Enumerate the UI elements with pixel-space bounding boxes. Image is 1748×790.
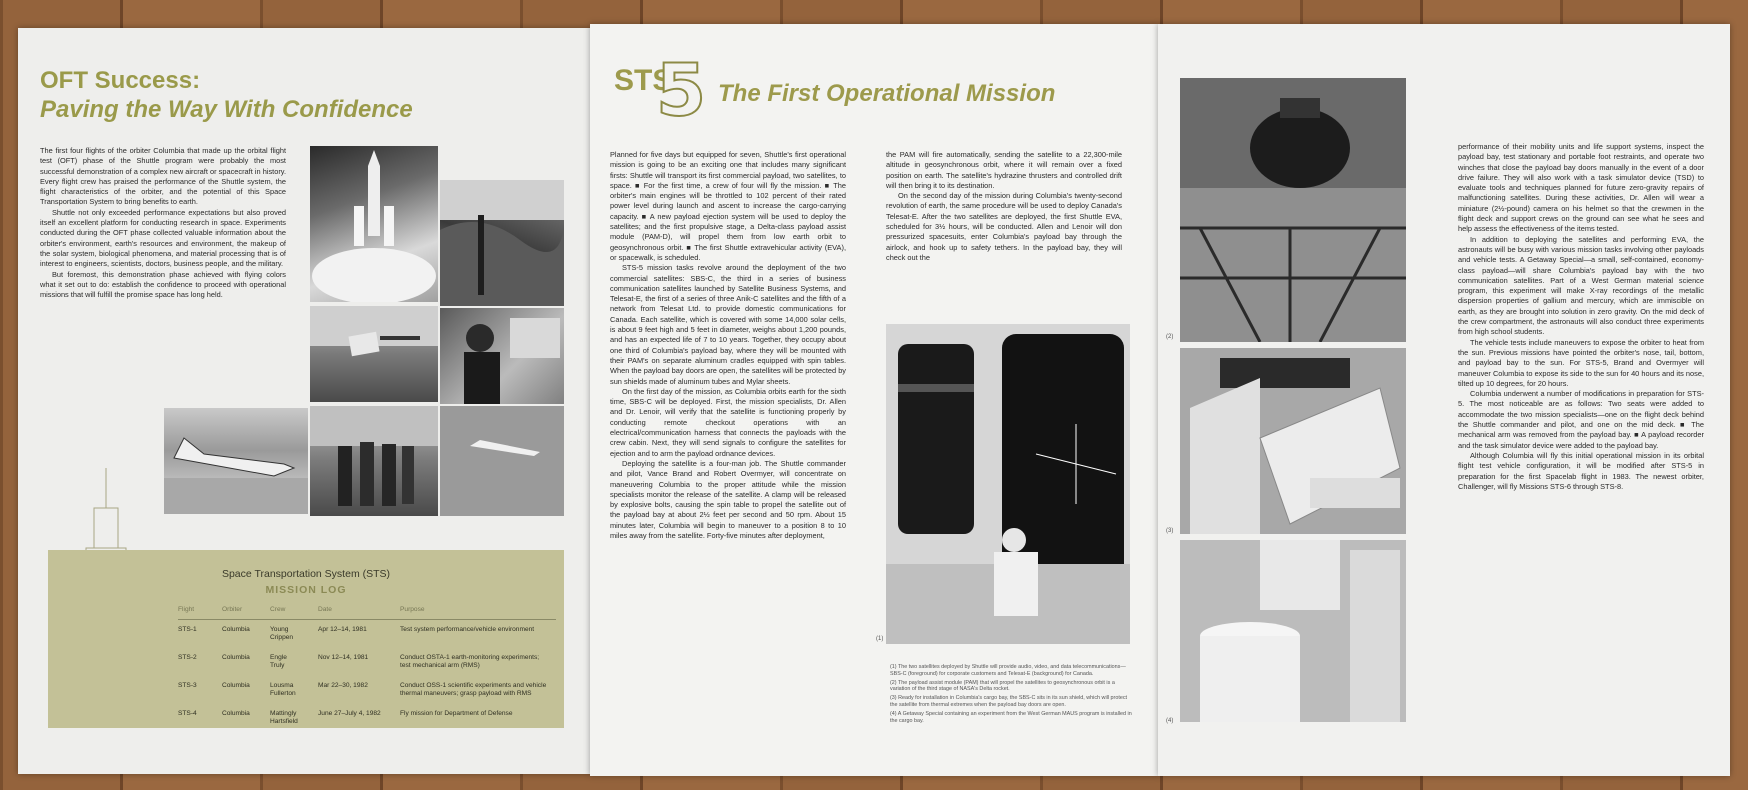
mission-log-title: Space Transportation System (STS) bbox=[221, 568, 391, 580]
mission-log-table bbox=[178, 606, 556, 732]
paragraph: performance of their mobility units and life support systems, inspect the payload bay, test stationary and portable foot restraints, and operate two winches that close the payload bay doors manually in the event of a door drive failure. They will also work with a task simulator device (TSD) to evaluate tools and techniques planned for future zero-gravity repairs of malfunctioning satellites. During these activities, Dr. Allen will wear a miniature (2½-pound) camera on his helmet so that the crewmen in the flight deck and support crews on the ground can see what he sees and help assess the effectiveness of the items tested. bbox=[1458, 142, 1704, 234]
page-title: The First Operational Mission bbox=[718, 80, 1056, 107]
mission-log-box bbox=[48, 550, 564, 728]
column-header: Date bbox=[318, 606, 400, 620]
column-header: Crew bbox=[270, 606, 318, 620]
caption: (3) Ready for installation in Columbia's cargo bay, the SBS-C sits in its sun shield, which will protect the satellite from thermal extremes when the payload bay doors are open. bbox=[890, 695, 1128, 708]
satellites-photo bbox=[886, 324, 1130, 644]
right-page bbox=[1158, 24, 1730, 776]
paragraph: But foremost, this demonstration phase achieved with flying colors what it set out to do: establish the confidence to proceed with operational missions that will fulfill the promise space has long held. bbox=[40, 269, 286, 300]
paragraph: The first four flights of the orbiter Columbia that made up the orbital flight test (OFT) phase of the Shuttle program were probably the most successful demonstration of a complex new aircraft or spacecraft in history. Every flight crew has praised the performance of the Shuttle system, the flight characteristics of the orbiter, and the potential of this Space Transportation System to bring benefits to earth. bbox=[40, 146, 286, 207]
column-header: Purpose bbox=[400, 606, 556, 620]
paragraph: On the first day of the mission, as Columbia orbits earth for the sixth time, SBS-C will be deployed. First, the mission specialists, Dr. Allen and Dr. Lenoir, will verify that the satellite is functioning properly by conducting remote checkout operations with an electrical/communication harness that connects the payloads with the crew cabin. Next, they will send signals to configure the satellites for ejection and to arm the payload ordnance devices. bbox=[610, 386, 846, 458]
sts5-header bbox=[614, 48, 1144, 134]
caption: (4) A Getaway Special containing an experiment from the West German MAUS program is installed in the cargo bay. bbox=[890, 710, 1132, 724]
page-title: OFT Success: Paving the Way With Confidence bbox=[40, 67, 413, 123]
paragraph: Although Columbia will fly this initial operational mission in its orbital flight test vehicle configuration, it will be modified after STS-5 in preparation for the first Spacelab flight in 1983. The newest orbiter, Challenger, will fly Missions STS-6 through STS-8. bbox=[1458, 450, 1704, 491]
orbiter-flight-photo bbox=[440, 406, 564, 516]
paragraph: On the second day of the mission during Columbia's twenty-second revolution of earth, the same procedure will be used to deploy Canada's Telesat-E. After the two satellites are deployed, the first Shuttle EVA, scheduled for 3½ hours, will be conducted. Allen and Lenoir will don pressurized spacesuits, enter Columbia's payload bay through the airlock, and hook up to safety tethers. In the payload bay, they will check out the bbox=[886, 191, 1122, 262]
mission-number: 5 bbox=[656, 48, 707, 132]
middle-page bbox=[590, 24, 1158, 776]
paragraph: Planned for five days but equipped for seven, Shuttle's first operational mission is going to be an exciting one that includes many significant firsts: Shuttle will transport its first commercial payload, two satellites, to space. ■ For the first time, a crew of four will fly the mission. ■ The orbiter's main engines will be throttled to 102 percent of their rated power level during launch and ascent to increase the cargo-carrying capacity. ■ A new payload ejection system will be used to deploy the satellites; and the first propulsive stage, a Delta-class payload assist module (PAM-D), will propel them from low earth orbit to geosynchronous orbit. ■ The first Shuttle extravehicular activity (EVA), or spacewalk, is scheduled. bbox=[610, 150, 846, 262]
mission-log-subtitle: MISSION LOG bbox=[265, 584, 347, 596]
left-page bbox=[18, 28, 590, 774]
table-row: STS-4 Columbia Mattingly Hartsfield June 27–July 4, 1982 Fly mission for Department of Defense bbox=[178, 710, 513, 725]
intro-text bbox=[40, 146, 286, 300]
photo-label: (3) bbox=[1166, 528, 1174, 534]
paragraph: STS-5 mission tasks revolve around the deployment of the two commercial satellites: SBS-C, the third in a series of business communication satellites launched by Satellite Business Systems, and Telesat-E, the first of a series of three Anik-C satellites and the fifth of a network from Telesat Ltd. to provide domestic communications for Canada. Each satellite, which is covered with some 14,000 solar cells, is about 9 feet high and 5 feet in diameter, weighs about 1,200 pounds, and has an expected life of 7 to 10 years. Together, they occupy about one third of Columbia's payload bay, where they will be mounted with their PAM's on separate aluminum cradles equipped with spin tables. When the payload bay doors are open, the satellites will be protected by sun shields made of aluminum tubes and Mylar sheets. bbox=[610, 263, 846, 386]
shuttle-landing-photo bbox=[164, 408, 308, 514]
sun-shield-photo bbox=[1180, 348, 1406, 534]
crew-group-photo bbox=[310, 406, 438, 516]
photo-label: (4) bbox=[1166, 718, 1174, 724]
pam-module-photo bbox=[1180, 78, 1406, 342]
body-column-3 bbox=[1458, 142, 1704, 492]
table-row: STS-3 Columbia Lousma Fullerton Mar 22–30, 1982 Conduct OSS-1 scientific experiments and vehicle thermal maneuvers; grasp payload with RMS bbox=[178, 682, 547, 697]
paragraph: In addition to deploying the satellites and performing EVA, the astronauts will be busy with various mission tasks involving other payloads and vehicle tests. A Getaway Special—a small, self-contained, economy-class payload—will share Columbia's payload bay with the two communication satellites. Part of a West German material science program, this experiment will make X-ray recordings of the metallic dispersion properties of gallium and mercury, which are immiscible on earth, as they are brought into solution in zero gravity. On the mid deck of the crew compartment, the astronauts will also conduct three experiments from high school students. bbox=[1458, 234, 1704, 337]
photo-captions bbox=[890, 664, 1134, 726]
paragraph: the PAM will fire automatically, sending the satellite to a 22,300-mile altitude in geosynchronous orbit, where it will remain over a fixed position on earth. The satellite's hydrazine thrusters and controlled drift will then bring it to its destination. bbox=[886, 150, 1122, 190]
body-column-2 bbox=[886, 150, 1122, 263]
photo-label: (1) bbox=[876, 636, 884, 642]
column-header: Orbiter bbox=[222, 606, 270, 620]
caption: (1) The two satellites deployed by Shuttle will provide audio, video, and data telecommunications—SBS-C (foreground) for corporate customers and Telesat-E (background) for Canada. bbox=[890, 664, 1126, 677]
orbiter-in-space-photo bbox=[310, 306, 438, 402]
orbiter-landing-photo bbox=[440, 180, 564, 306]
column-header: Flight bbox=[178, 606, 222, 620]
paragraph: Shuttle not only exceeded performance expectations but also proved itself an excellent platform for conducting research in space. Experiments conducted during the OFT phase collected valuable information about the orbiter's environment, earth's resources and environment, the makeup of the solar system, biological phenomena, and material processing that is of interest to engineers, scientists, doctors, business people, and the military. bbox=[40, 207, 286, 269]
caption: (2) The payload assist module (PAM) that will propel the satellites to geosynchronous orbit is a variation of the third stage of NASA's Delta rocket. bbox=[890, 679, 1115, 693]
crew-cockpit-photo bbox=[440, 308, 564, 404]
paragraph: Columbia underwent a number of modifications in preparation for STS-5. The most noticeable are as follows: Two seats were added to accommodate the two mission specialists—one on the flight deck behind the Shuttle commander and pilot, and one on the mid deck. ■ The mechanical arm was removed from the payload bay. ■ A payload recorder and the task simulator device were added to the payload bay. bbox=[1458, 389, 1704, 450]
photo-label: (2) bbox=[1166, 334, 1174, 340]
paragraph: Deploying the satellite is a four-man job. The Shuttle commander and pilot, Vance Brand and Robert Overmyer, will concentrate on maneuvering Columbia to the proper attitude while the mission specialists monitor the release of the satellite. A clamp will be released by explosive bolts, causing the spin table to propel the satellite out of the payload bay at about 2½ feet per second and 50 rpm. About 15 minutes later, Columbia will begin to maneuver to a position 8 to 10 miles away from the satellite. Forty-five minutes after deployment, bbox=[610, 458, 846, 540]
sts-label: STS bbox=[614, 64, 673, 97]
launch-photo bbox=[310, 146, 438, 302]
table-row: STS-2 Columbia Engle Truly Nov 12–14, 1981 Conduct OSTA-1 earth-monitoring experiments; test mechanical arm (RMS) bbox=[178, 654, 540, 669]
body-column-1 bbox=[610, 150, 846, 541]
paragraph: The vehicle tests include maneuvers to expose the orbiter to heat from the sun. Previous missions have pointed the orbiter's nose, tail, bottom, and payload bay to the sun. For STS-5, Brand and Overmyer will maneuver Columbia to expose its side to the sun for 40 hours and its nose, tilted up 10 degrees, for 20 hours. bbox=[1458, 337, 1704, 388]
table-row: STS-1 Columbia Young Crippen Apr 12–14, 1981 Test system performance/vehicle environment bbox=[178, 626, 535, 641]
getaway-special-photo bbox=[1180, 540, 1406, 722]
